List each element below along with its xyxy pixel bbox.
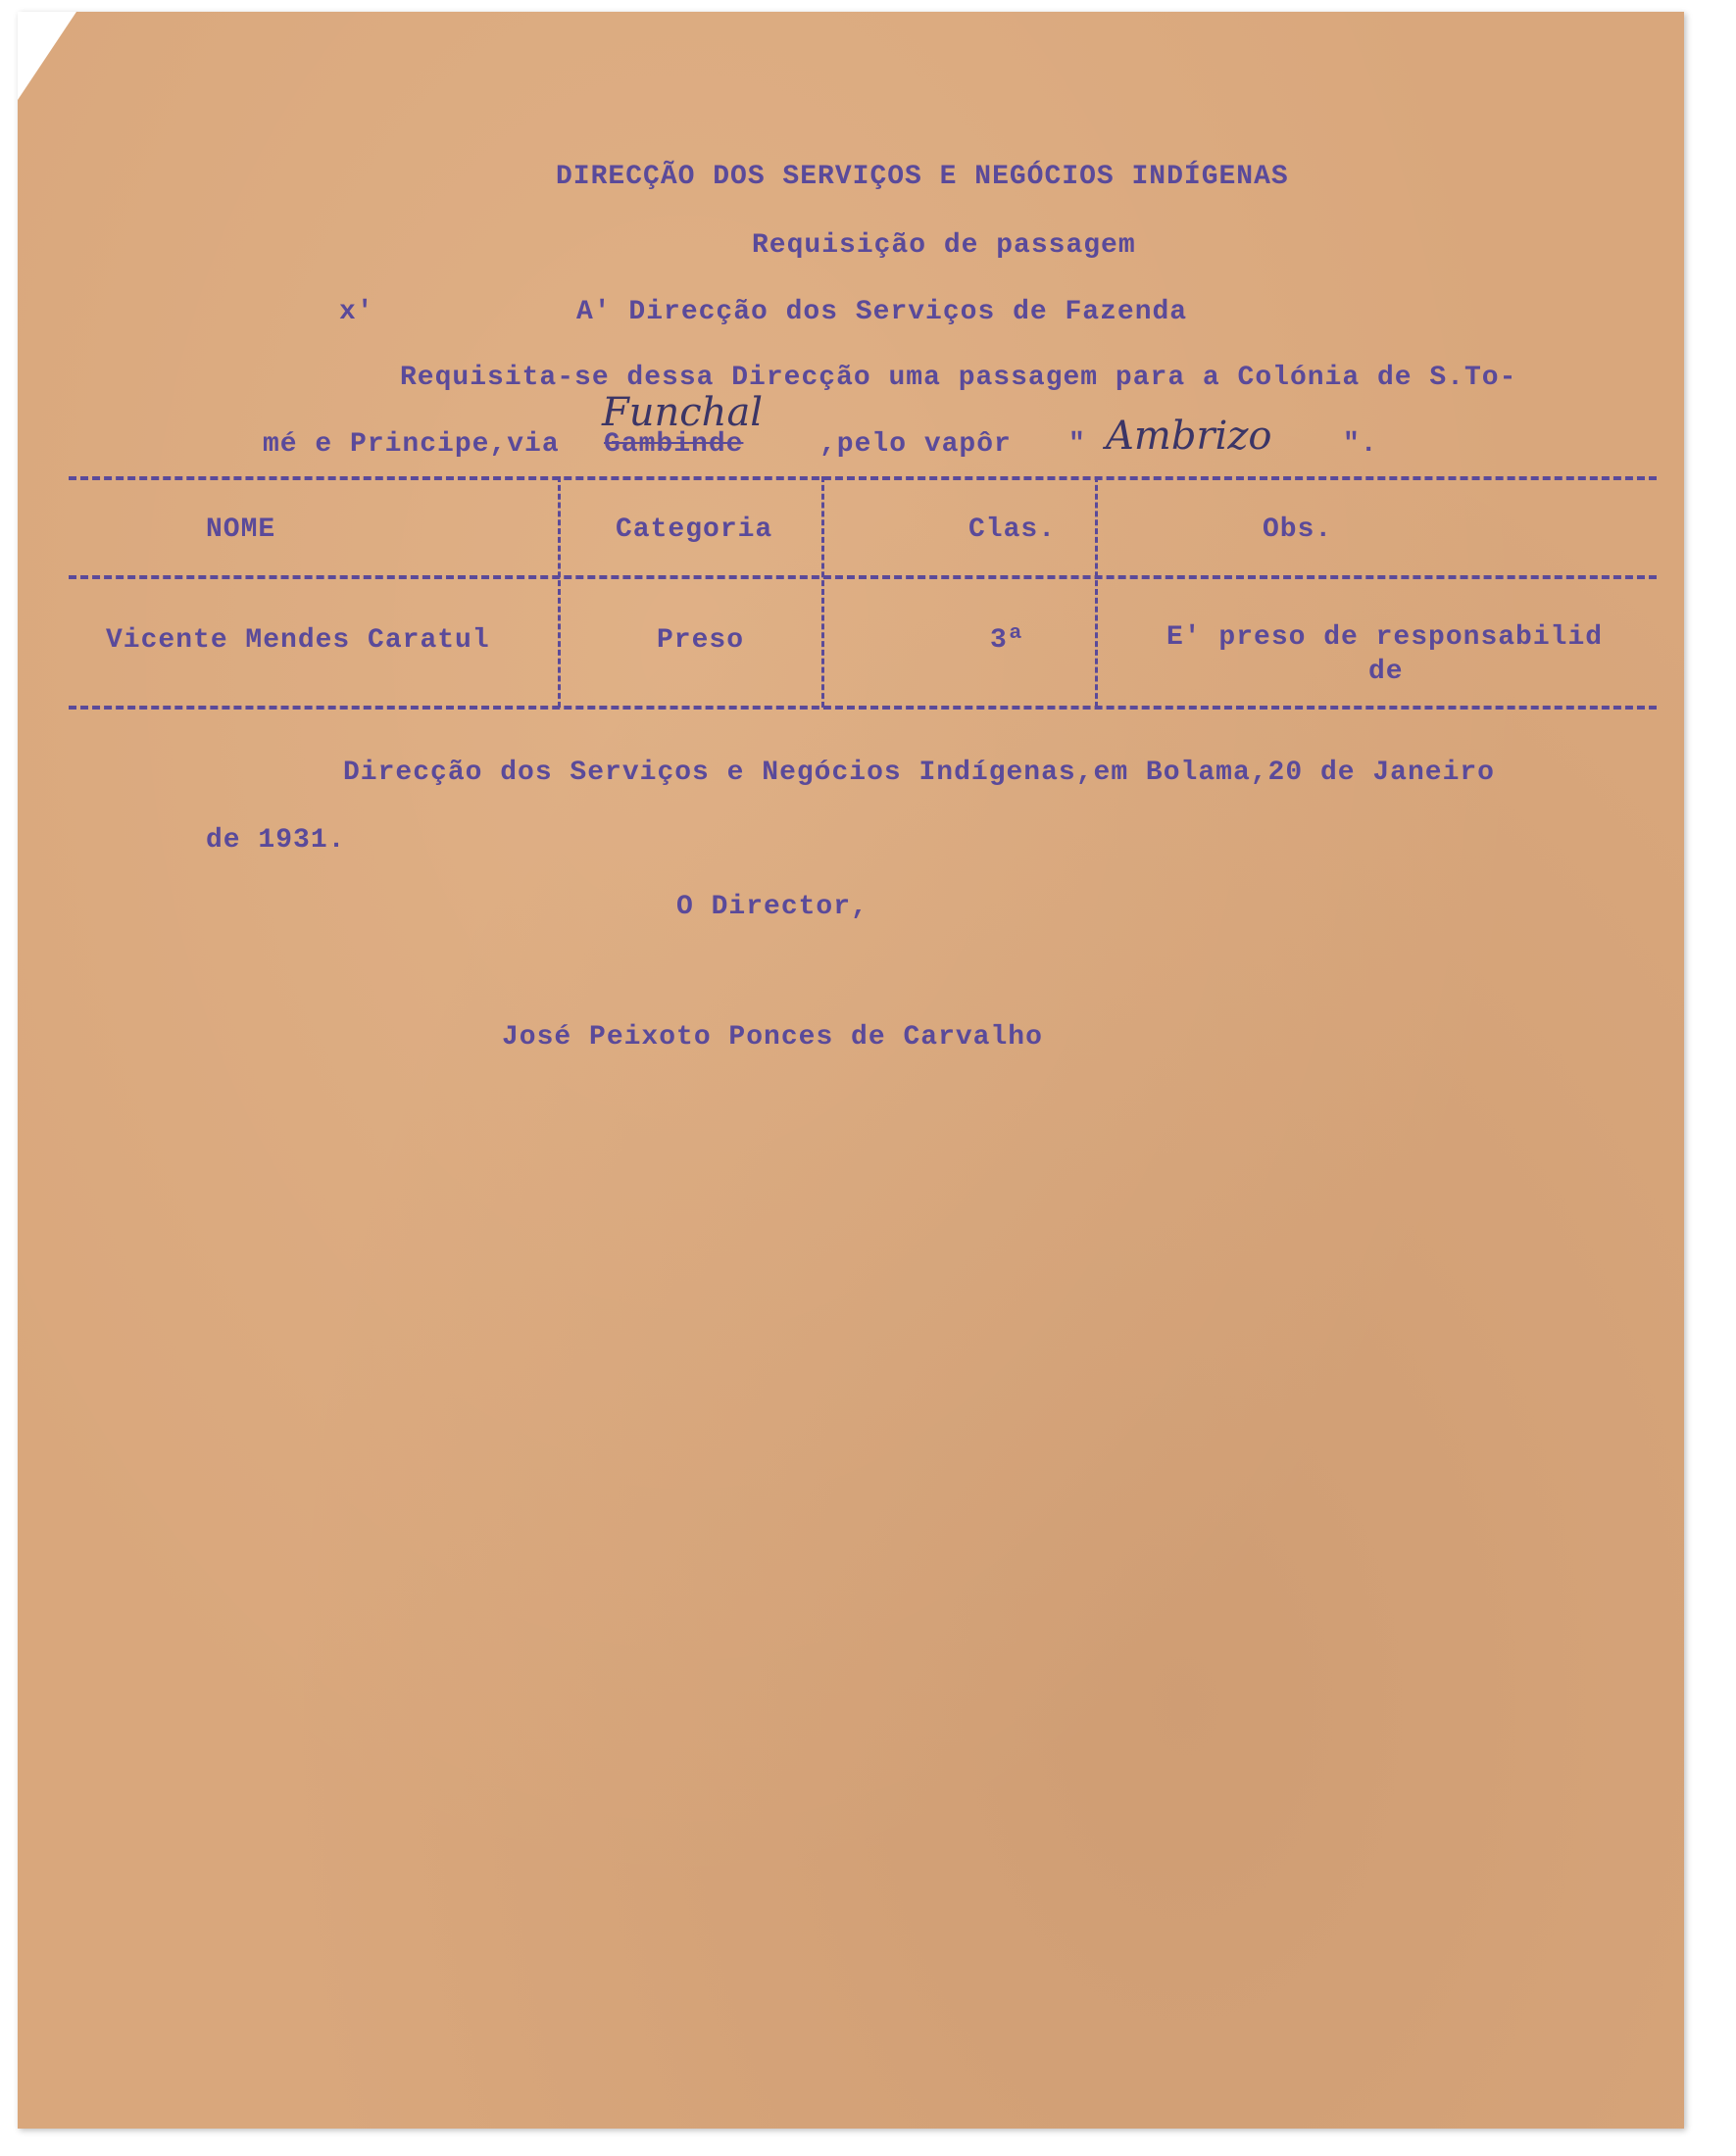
table-header-obs: Obs. [1263, 514, 1333, 545]
body-line-2-start: mé e Principe,via [263, 429, 560, 460]
document-page [18, 12, 1684, 2129]
table-cell-obs-line-2: de [1368, 657, 1404, 687]
body-line-1: Requisita-se dessa Direcção uma passagem para a Colónia de S.To- [400, 363, 1517, 393]
struck-via-word: Gambinde [604, 429, 744, 460]
margin-mark: x' [339, 297, 374, 327]
table-header-rule [69, 575, 1657, 579]
closing-line-1: Direcção dos Serviços e Negócios Indígenas,em Bolama,20 de Janeiro [343, 758, 1495, 788]
table-column-divider [1095, 476, 1098, 708]
table-cell-category: Preso [657, 625, 745, 656]
table-cell-name: Vicente Mendes Caratul [106, 625, 490, 656]
table-column-divider [821, 476, 824, 708]
handwritten-ship-name: Ambrizo [1106, 414, 1272, 459]
subject-title: Requisição de passagem [752, 230, 1136, 261]
open-quote: " [1068, 429, 1086, 460]
department-heading: DIRECÇÃO DOS SERVIÇOS E NEGÓCIOS INDÍGENAS [556, 162, 1289, 192]
handwritten-via: Funchal [602, 390, 764, 435]
closing-date-year: de 1931. [206, 825, 346, 856]
table-header-category: Categoria [616, 514, 773, 545]
table-top-rule [69, 476, 1657, 480]
body-line-2-mid: ,pelo vapôr [819, 429, 1012, 460]
torn-corner [18, 12, 76, 100]
table-cell-class: 3ª [990, 625, 1025, 656]
signatory-title: O Director, [676, 892, 868, 922]
table-bottom-rule [69, 706, 1657, 710]
table-header-name: NOME [206, 514, 276, 545]
table-column-divider [558, 476, 561, 708]
table-header-class: Clas. [968, 514, 1057, 545]
close-quote: ". [1343, 429, 1378, 460]
table-cell-obs-line-1: E' preso de responsabilid [1166, 622, 1604, 653]
signatory-name: José Peixoto Ponces de Carvalho [502, 1022, 1043, 1053]
addressee-line: A' Direcção dos Serviços de Fazenda [576, 297, 1188, 327]
